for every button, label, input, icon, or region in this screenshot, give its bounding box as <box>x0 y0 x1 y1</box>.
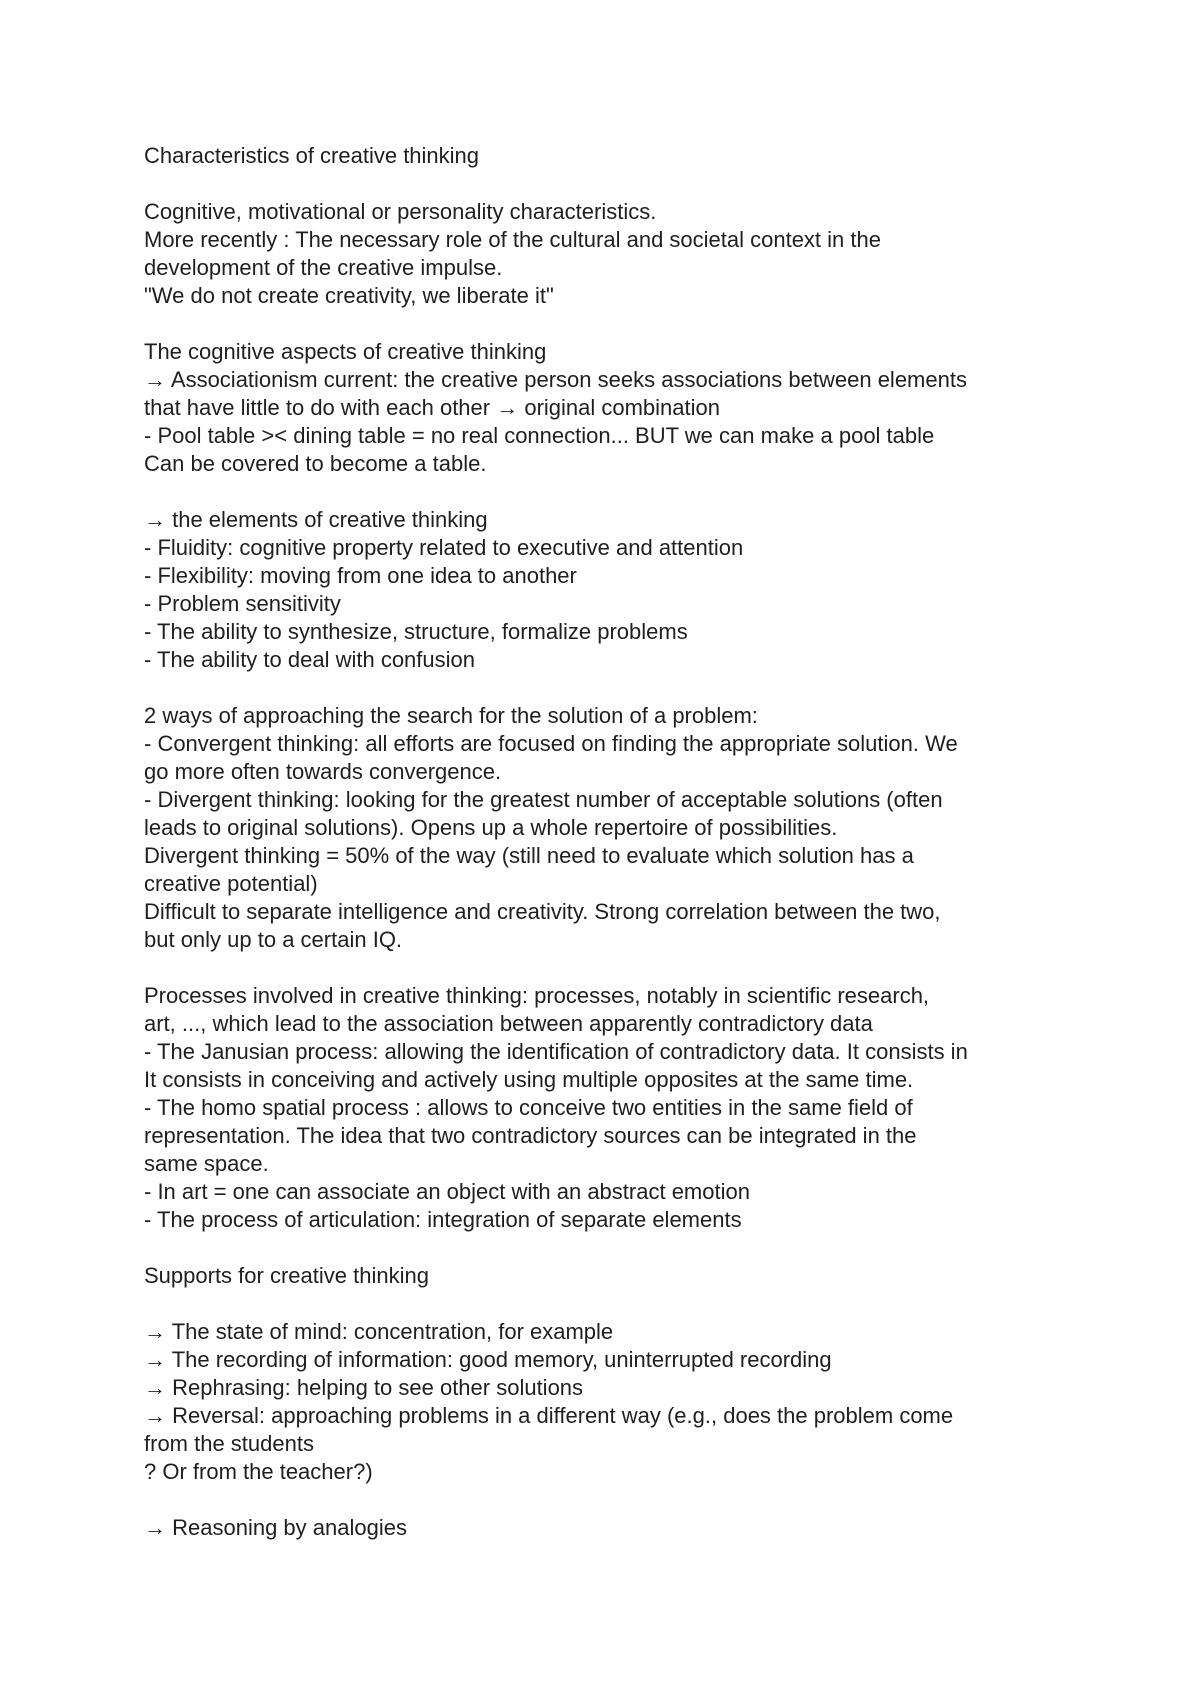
text-line: → The recording of information: good memory, uninterrupted recording <box>144 1347 832 1372</box>
text-line: The cognitive aspects of creative thinking <box>144 339 547 364</box>
text-line: leads to original solutions). Opens up a whole repertoire of possibilities. <box>144 815 838 840</box>
text-line: - The homo spatial process : allows to conceive two entities in the same field of <box>144 1095 913 1120</box>
text-line: → Reversal: approaching problems in a different way (e.g., does the problem come <box>144 1403 954 1428</box>
blank-line <box>144 170 1074 198</box>
text-line: - Divergent thinking: looking for the greatest number of acceptable solutions (often <box>144 787 943 812</box>
text-line: Characteristics of creative thinking <box>144 143 480 168</box>
text-line: go more often towards convergence. <box>144 759 502 784</box>
text-line: Processes involved in creative thinking: processes, notably in scientific research, <box>144 983 930 1008</box>
text-line: from the students <box>144 1431 314 1456</box>
text-line: 2 ways of approaching the search for the solution of a problem: <box>144 703 758 728</box>
text-line: → Reasoning by analogies <box>144 1515 407 1540</box>
text-line: Cognitive, motivational or personality characteristics. <box>144 199 657 224</box>
text-line: development of the creative impulse. <box>144 255 503 280</box>
text-line: art, ..., which lead to the association between apparently contradictory data <box>144 1011 873 1036</box>
text-line: - Convergent thinking: all efforts are focused on finding the appropriate solution. We <box>144 731 958 756</box>
text-line: It consists in conceiving and actively using multiple opposites at the same time. <box>144 1067 914 1092</box>
text-line: but only up to a certain IQ. <box>144 927 403 952</box>
text-line: - The process of articulation: integration of separate elements <box>144 1207 742 1232</box>
text-line: - The Janusian process: allowing the identification of contradictory data. It consists in <box>144 1039 968 1064</box>
text-line: "We do not create creativity, we liberate it" <box>144 283 554 308</box>
text-line: that have little to do with each other → original combination <box>144 395 720 420</box>
text-line: - The ability to synthesize, structure, formalize problems <box>144 619 688 644</box>
blank-line <box>144 954 1074 982</box>
blank-line <box>144 478 1074 506</box>
blank-line <box>144 1234 1074 1262</box>
text-line: - The ability to deal with confusion <box>144 647 475 672</box>
text-line: representation. The idea that two contradictory sources can be integrated in the <box>144 1123 917 1148</box>
text-line: ? Or from the teacher?) <box>144 1459 373 1484</box>
text-line: - Problem sensitivity <box>144 591 341 616</box>
blank-line <box>144 1290 1074 1318</box>
text-line: - Fluidity: cognitive property related to executive and attention <box>144 535 744 560</box>
text-line: same space. <box>144 1151 269 1176</box>
text-line: - Pool table >< dining table = no real connection... BUT we can make a pool table <box>144 423 935 448</box>
text-line: → the elements of creative thinking <box>144 507 488 532</box>
blank-line <box>144 310 1074 338</box>
text-line: Supports for creative thinking <box>144 1263 429 1288</box>
text-line: More recently : The necessary role of the cultural and societal context in the <box>144 227 881 252</box>
text-line: Divergent thinking = 50% of the way (still need to evaluate which solution has a <box>144 843 914 868</box>
document-page <box>144 142 1074 1542</box>
text-line: - Flexibility: moving from one idea to another <box>144 563 577 588</box>
text-line: - In art = one can associate an object with an abstract emotion <box>144 1179 750 1204</box>
text-line: → Rephrasing: helping to see other solutions <box>144 1375 584 1400</box>
text-line: Difficult to separate intelligence and creativity. Strong correlation between the two, <box>144 899 941 924</box>
blank-line <box>144 674 1074 702</box>
blank-line <box>144 1486 1074 1514</box>
text-line: → Associationism current: the creative person seeks associations between elements <box>144 367 967 392</box>
text-line: Can be covered to become a table. <box>144 451 487 476</box>
text-line: creative potential) <box>144 871 318 896</box>
text-line: → The state of mind: concentration, for example <box>144 1319 614 1344</box>
